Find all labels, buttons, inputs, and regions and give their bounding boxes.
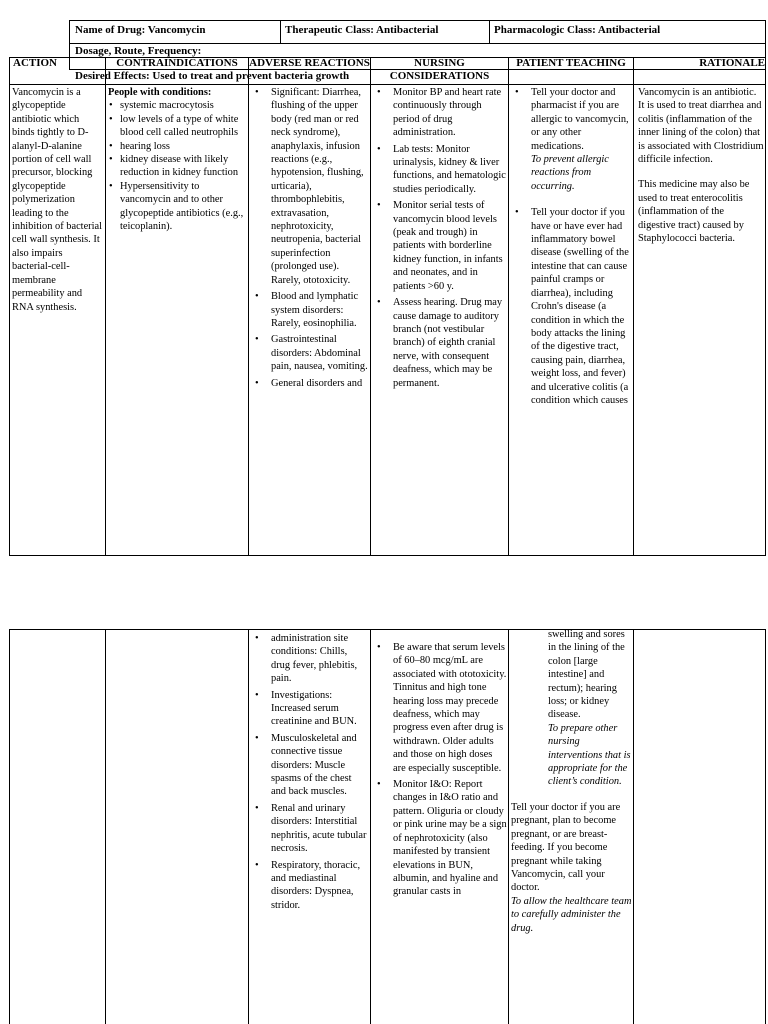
col-header-rationale: RATIONALE xyxy=(699,57,765,69)
teaching-rationale: To allow the healthcare team to carefully administer the drug. xyxy=(511,895,632,934)
teaching-text: swelling and sores in the lining of the colon [large intestine] and rectum); hearing loss; or kidney disease. xyxy=(548,629,625,721)
grid-line xyxy=(9,555,766,556)
grid-line xyxy=(248,57,249,556)
col-header-adverse-reactions: ADVERSE REACTIONS xyxy=(249,57,370,69)
nursing-considerations-cell-cont xyxy=(373,641,507,1024)
grid-line xyxy=(69,43,766,44)
col-header-action: ACTION xyxy=(13,57,58,69)
grid-line xyxy=(370,629,371,1024)
grid-line xyxy=(765,629,766,1024)
therapeutic-class: Therapeutic Class: Antibacterial xyxy=(285,24,439,36)
adverse-reaction-item: • Investigations: Increased serum creatinine and BUN. xyxy=(271,689,368,729)
teaching-rationale: To prevent allergic reactions from occurring. xyxy=(531,154,609,192)
nursing-item: • Assess hearing. Drug may cause damage to auditory branch (not vestibular branch) of eighth cranial nerve, with consequent deafness, which may be permanent. xyxy=(393,296,507,390)
nursing-item: • Monitor serial tests of vancomycin blood levels (peak and trough) in patients with borderline kidney function, in infants and neonates, and in patients >60 y. xyxy=(393,199,507,293)
adverse-reaction-item: • Musculoskeletal and connective tissue disorders: Muscle spasms of the chest and back muscles. xyxy=(271,732,368,799)
grid-line xyxy=(105,629,106,1024)
adverse-reaction-item: • Significant: Diarrhea, flushing of the upper body (red man or red neck syndrome), anaphylaxis, infusion reactions (e.g., hypotension, flushing, urticaria), thrombophlebitis, extravasation, nephrotoxicity, neutropenia, bacterial superinfection (prolonged use). Rarely, ototoxicity. xyxy=(271,86,368,287)
contraindication-item: • systemic macrocytosis xyxy=(120,99,246,112)
nursing-item: • Lab tests: Monitor urinalysis, kidney & liver functions, and hematologic studies periodically. xyxy=(393,143,507,197)
adverse-reactions-cell-cont xyxy=(251,632,368,1024)
nursing-considerations-cell xyxy=(373,86,507,554)
grid-line xyxy=(248,629,249,1024)
grid-line xyxy=(105,57,106,556)
adverse-reaction-item: • Renal and urinary disorders: Interstitial nephritis, acute tubular necrosis. xyxy=(271,802,368,856)
grid-line xyxy=(633,629,634,1024)
teaching-item xyxy=(531,86,632,193)
patient-teaching-cell-cont xyxy=(511,628,632,1024)
action-text: Vancomycin is a glycopeptide antibiotic which binds tightly to D-alanyl-D-alanine portion of cell wall precursor, blocking glycopeptide polymerization leading to the inhibition of bacterial cell wall synthesis. It also impairs bacterial-cell-membrane permeability and RNA synthesis. xyxy=(12,87,103,313)
contraindication-item: • Hypersensitivity to vancomycin and to other glycopeptide antibiotics (e.g., teicoplanin). xyxy=(120,180,246,234)
grid-line xyxy=(508,629,509,1024)
grid-line xyxy=(9,57,10,556)
rationale-text: This medicine may also be used to treat enterocolitis (inflammation of the digestive tract) caused by Staphylococci bacteria. xyxy=(638,179,750,245)
desired-effects: Desired Effects: Used to treat and prevent bacteria growth xyxy=(75,70,350,82)
adverse-reaction-text: administration site conditions: Chills, drug fever, phlebitis, pain. xyxy=(271,633,358,685)
teaching-item: • Tell your doctor if you have or have ever had inflammatory bowel disease (swelling of the intestine that can cause painful cramps or diarrhea), including Crohn's disease (a condition in which the body attacks the lining of the digestive tract, causing pain, diarrhea, weight loss, and fever) and ulcerative colitis (a condition which causes xyxy=(531,206,632,407)
grid-line xyxy=(508,57,509,556)
contraindication-item: • low levels of a type of white blood cell called neutrophils xyxy=(120,113,246,140)
rationale-cell xyxy=(638,86,764,554)
nursing-item: • Be aware that serum levels of 60–80 mcg/mL are associated with ototoxicity. Tinnitus and high tone hearing loss may precede deafness, which may progress even after drug is withdrawn. Older adults and those on high doses are especially susceptible. xyxy=(393,641,507,775)
rationale-text: Vancomycin is an antibiotic. It is used to treat diarrhea and colitis (inflammation of the inner lining of the colon) that is associated with Clostridium difficile infection. xyxy=(638,87,764,166)
grid-line xyxy=(69,20,766,21)
teaching-cont xyxy=(511,628,632,789)
drug-name: Name of Drug: Vancomycin xyxy=(75,24,206,36)
teaching-text: Tell your doctor if you are pregnant, plan to become pregnant, or are breast-feeding. If you become pregnant while taking Vancomycin, call your doctor. xyxy=(511,801,621,894)
adverse-reaction-item: • Respiratory, thoracic, and mediastinal disorders: Dyspnea, stridor. xyxy=(271,859,368,913)
teaching-text: Tell your doctor and pharmacist if you are allergic to vancomycin, or any other medications. xyxy=(531,87,629,152)
col-header-nursing-considerations: NURSING CONSIDERATIONS xyxy=(389,57,490,82)
grid-line xyxy=(9,84,766,85)
nursing-item: • Monitor BP and heart rate continuously through period of drug administration. xyxy=(393,86,507,140)
grid-line xyxy=(9,629,10,1024)
adverse-reaction-item: • Gastrointestinal disorders: Abdominal pain, nausea, vomiting. xyxy=(271,333,368,373)
grid-line xyxy=(765,20,766,556)
contraindications-cell xyxy=(108,86,246,554)
grid-line xyxy=(370,57,371,556)
contraindications-heading: People with conditions: xyxy=(108,87,212,98)
adverse-reaction-item: • Blood and lymphatic system disorders: Rarely, eosinophilia. xyxy=(271,290,368,330)
contraindication-item: • kidney disease with likely reduction in kidney function xyxy=(120,153,246,180)
teaching-rationale: To prepare other nursing interventions that is appropriate for the client’s condition. xyxy=(548,722,631,788)
col-header-contraindications: CONTRAINDICATIONS xyxy=(116,57,238,69)
grid-line xyxy=(9,629,766,630)
contraindication-item: • hearing loss xyxy=(120,140,246,153)
col-header-patient-teaching: PATIENT TEACHING xyxy=(516,57,626,69)
action-cell xyxy=(12,86,104,554)
grid-line xyxy=(489,20,490,44)
adverse-reaction-cont xyxy=(271,632,368,686)
nursing-item: • Monitor I&O: Report changes in I&O ratio and pattern. Oliguria or cloudy or pink urine may be a sign of nephrotoxicity (also manifested by transient elevations in BUN, albumin, and hyaline and granular casts in xyxy=(393,778,507,899)
grid-line xyxy=(633,57,634,556)
pharmacologic-class: Pharmacologic Class: Antibacterial xyxy=(494,24,661,36)
adverse-reaction-item: • General disorders and xyxy=(271,377,368,390)
dosage-route-frequency: Dosage, Route, Frequency: xyxy=(75,45,202,57)
patient-teaching-cell xyxy=(511,86,632,554)
grid-line xyxy=(280,20,281,44)
adverse-reactions-cell xyxy=(251,86,368,554)
